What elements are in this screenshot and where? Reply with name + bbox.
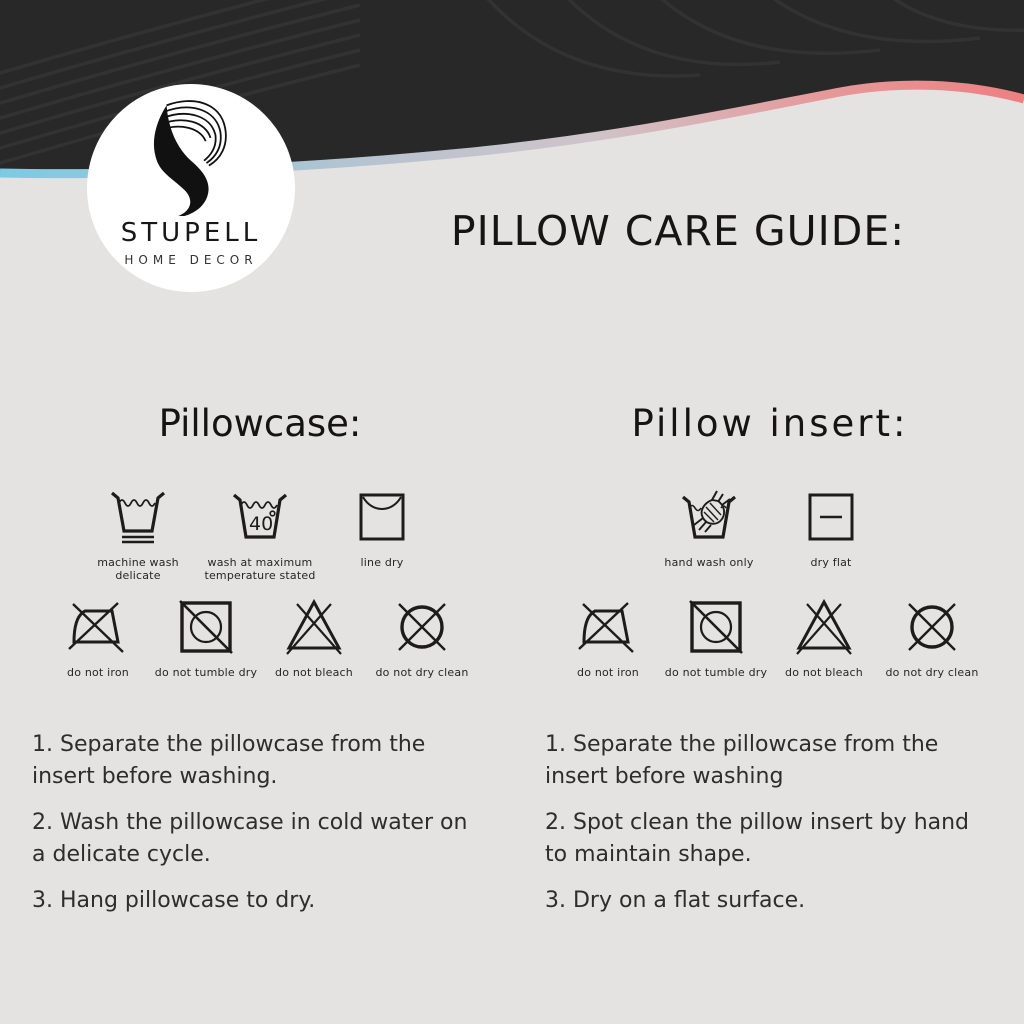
brand-tagline: HOME DECOR: [124, 253, 258, 267]
pillow-insert-icons-row1: [535, 485, 1005, 595]
brand-logo: [87, 84, 295, 292]
machine-wash-delicate-icon: [77, 485, 199, 582]
care-icon-label: machine wash delicate: [97, 556, 179, 582]
care-icon-label: line dry: [360, 556, 404, 569]
line-dry-icon: [321, 485, 443, 569]
do-not-dry-clean-icon: [368, 595, 476, 679]
pillowcase-heading: Pillowcase:: [158, 402, 362, 445]
care-icon-label: wash at maximum temperature stated: [204, 556, 316, 582]
care-icon-label: do not bleach: [785, 666, 863, 679]
stupell-s-mark-icon: [135, 94, 247, 216]
care-icon-label: do not tumble dry: [154, 666, 258, 679]
do-not-tumble-dry-icon: [152, 595, 260, 679]
pillowcase-instructions: [20, 729, 500, 917]
svg-text:40: 40: [249, 513, 274, 535]
care-icon-label: do not iron: [577, 666, 639, 679]
hand-wash-only-icon: [648, 485, 770, 569]
pillowcase-section: [20, 402, 500, 931]
pillow-insert-icons-row2: [535, 595, 1005, 699]
brand-name: STUPELL: [120, 218, 262, 248]
do-not-iron-icon: [44, 595, 152, 679]
do-not-tumble-dry-icon: [662, 595, 770, 679]
instruction-item: 2. Spot clean the pillow insert by hand to maintain shape.: [545, 810, 970, 867]
instruction-item: 3. Dry on a flat surface.: [545, 888, 806, 913]
pillow-insert-heading: Pillow insert:: [631, 402, 909, 445]
care-icon-label: dry flat: [810, 556, 852, 569]
care-icon-label: do not tumble dry: [664, 666, 768, 679]
pillowcase-icons-row2: [20, 595, 500, 699]
care-icon-label: do not bleach: [275, 666, 353, 679]
do-not-bleach-icon: [260, 595, 368, 679]
do-not-iron-icon: [554, 595, 662, 679]
care-icon-label: do not dry clean: [885, 666, 979, 679]
pillow-insert-section: [535, 402, 1005, 931]
care-icon-label: hand wash only: [664, 556, 754, 569]
dry-flat-icon: [770, 485, 892, 569]
pillow-insert-instructions: [535, 729, 1005, 917]
instruction-item: 3. Hang pillowcase to dry.: [32, 888, 316, 913]
page-title: PILLOW CARE GUIDE:: [450, 207, 906, 255]
do-not-dry-clean-icon: [878, 595, 986, 679]
wash-at-max-temperature-icon: [199, 485, 321, 582]
do-not-bleach-icon: [770, 595, 878, 679]
care-icon-label: do not dry clean: [375, 666, 469, 679]
instruction-item: 2. Wash the pillowcase in cold water on a delicate cycle.: [32, 810, 468, 867]
instruction-item: 1. Separate the pillowcase from the insert before washing.: [32, 732, 426, 789]
instruction-item: 1. Separate the pillowcase from the insert before washing: [545, 732, 939, 789]
care-icon-label: do not iron: [67, 666, 129, 679]
pillowcase-icons-row1: [20, 485, 500, 595]
